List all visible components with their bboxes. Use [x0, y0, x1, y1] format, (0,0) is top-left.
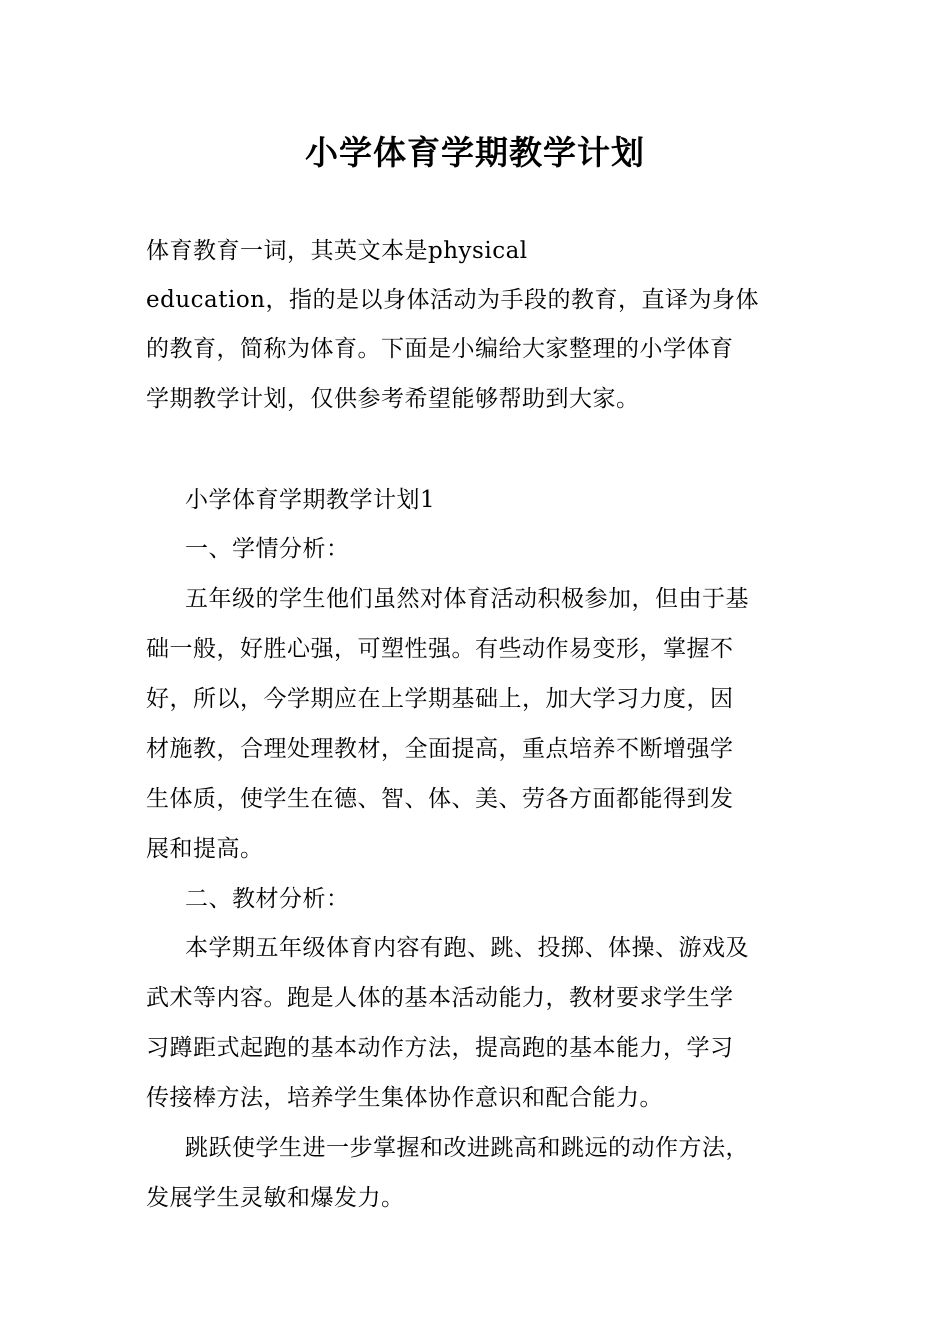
para1-line-1: 五年级的学生他们虽然对体育活动积极参加，但由于基: [185, 586, 749, 612]
para3-line-1: 跳跃使学生进一步掌握和改进跳高和跳远的动作方法，: [185, 1135, 749, 1161]
para2-line-3: 习蹲距式起跑的基本动作方法，提高跑的基本能力，学习: [146, 1035, 734, 1061]
para1-line-5: 生体质，使学生在德、智、体、美、劳各方面都能得到发: [146, 786, 734, 812]
intro-line-4: 学期教学计划，仅供参考希望能够帮助到大家。: [146, 386, 640, 412]
document-title: 小学体育学期教学计划: [305, 133, 645, 172]
section-title: 小学体育学期教学计划1: [185, 487, 436, 513]
intro-line-2: education，指的是以身体活动为手段的教育，直译为身体: [146, 287, 759, 313]
para2-line-4: 传接棒方法，培养学生集体协作意识和配合能力。: [146, 1085, 663, 1111]
intro-line-1: 体育教育一词，其英文本是physical: [146, 238, 528, 264]
intro-line-3: 的教育，简称为体育。下面是小编给大家整理的小学体育: [146, 336, 734, 362]
para2-line-2: 武术等内容。跑是人体的基本活动能力，教材要求学生学: [146, 985, 734, 1011]
heading-material-analysis: 二、教材分析：: [185, 886, 350, 912]
para1-line-2: 础一般，好胜心强，可塑性强。有些动作易变形，掌握不: [146, 636, 734, 662]
para1-line-4: 材施教，合理处理教材，全面提高，重点培养不断增强学: [146, 736, 734, 762]
para3-line-2: 发展学生灵敏和爆发力。: [146, 1185, 405, 1211]
para1-line-3: 好，所以，今学期应在上学期基础上，加大学习力度，因: [146, 686, 734, 712]
heading-student-analysis: 一、学情分析：: [185, 536, 350, 562]
para2-line-1: 本学期五年级体育内容有跑、跳、投掷、体操、游戏及: [185, 935, 749, 961]
para1-line-6: 展和提高。: [146, 836, 264, 862]
